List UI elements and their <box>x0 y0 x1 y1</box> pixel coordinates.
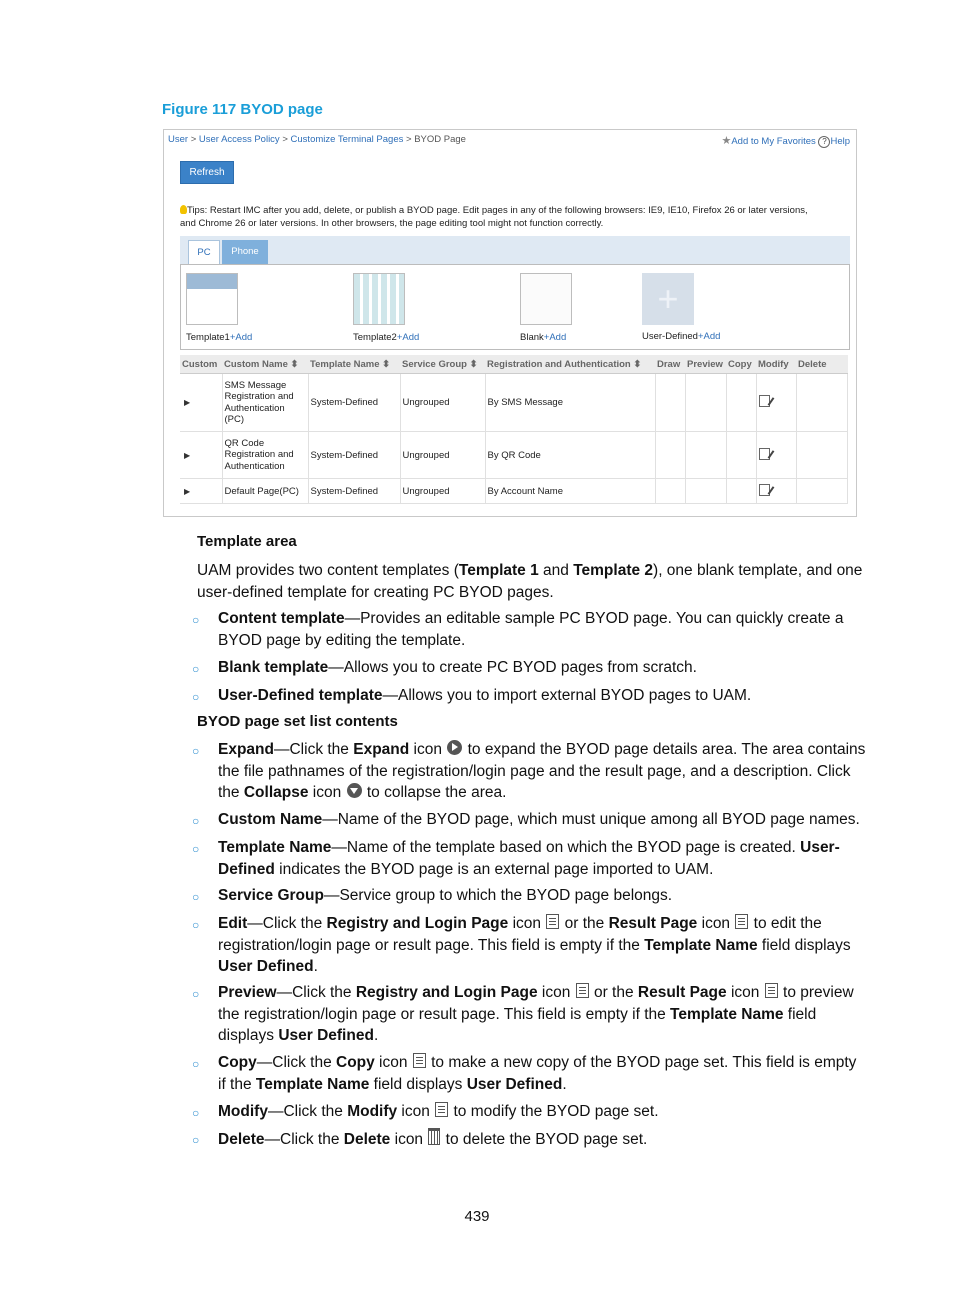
expand-icon[interactable]: ▶ <box>184 486 191 496</box>
blank-template-label <box>520 332 566 343</box>
row-preview <box>685 432 726 479</box>
bullet-icon: ○ <box>192 1133 200 1147</box>
table-row <box>180 374 848 432</box>
trash-icon <box>428 1128 440 1145</box>
row-draw <box>655 374 685 432</box>
list-item: Template Name—Name of the template based on which the BYOD page is created. User-Defined indicates the BYOD page is an external page imported to UAM. <box>218 839 840 878</box>
modify-icon[interactable] <box>759 484 770 496</box>
tip-message: Tips: Restart IMC after you add, delete, or publish a BYOD page. Edit pages in any of the following browsers: IE9, IE10, Firefox 26 or later versions, and Chrome 26 or later versions. In other browsers, the page editing tool might not function correctly. <box>180 205 808 229</box>
bold-term: Modify <box>347 1103 398 1120</box>
list-item: Content template—Provides an editable sample PC BYOD page. You can quickly create a BYOD page by editing the template. <box>218 610 844 649</box>
row-delete <box>796 479 848 504</box>
list-contents-heading: BYOD page set list contents <box>197 713 398 730</box>
device-tab-bar <box>180 236 850 264</box>
bold-term: Registry and Login Page <box>326 915 509 932</box>
row-template-name: System-Defined <box>308 374 400 432</box>
bullet-icon: ○ <box>192 890 200 904</box>
list-item: Expand—Click the Expand icon to expand the BYOD page details area. The area contains the file pathnames of the registration/login page and the result page, and a description. Click the Collapse icon to collapse the area. <box>218 741 866 801</box>
bold-term: Copy <box>336 1054 375 1071</box>
bold-term: Template 1 <box>458 562 539 579</box>
breadcrumb <box>168 134 466 145</box>
help-icon: ? <box>818 136 830 148</box>
bold-term: Template Name <box>670 1005 784 1023</box>
refresh-button[interactable]: Refresh <box>180 161 234 184</box>
list-item: Modify—Click the Modify icon to modify the BYOD page set. <box>218 1103 659 1120</box>
template2-label <box>353 332 419 343</box>
star-icon: ★ <box>721 135 732 147</box>
row-custom-name: Default Page(PC) <box>222 479 308 504</box>
user-defined-add-link[interactable]: +Add <box>697 331 721 342</box>
col-delete: Delete <box>796 355 848 374</box>
template2-add-link[interactable]: +Add <box>396 332 420 343</box>
list-item: Delete—Click the Delete icon to delete the BYOD page set. <box>218 1128 868 1151</box>
template2-thumbnail[interactable] <box>353 273 405 325</box>
bullet-icon: ○ <box>192 1106 200 1120</box>
template-name: Template1 <box>186 332 230 343</box>
row-auth: By Account Name <box>485 479 655 504</box>
bold-term: User-Defined template <box>218 687 383 704</box>
add-to-favorites-link[interactable]: Add to My Favorites <box>731 136 816 147</box>
row-service-group: Ungrouped <box>400 479 485 504</box>
page-icon <box>735 914 748 929</box>
template-name: User-Defined <box>642 331 698 342</box>
col-custom-name[interactable]: Custom Name ⬍ <box>222 355 308 374</box>
list-item: Custom Name—Name of the BYOD page, which must unique among all BYOD page names. <box>218 811 860 828</box>
tab-pc[interactable]: PC <box>188 240 220 265</box>
template-area-intro: UAM provides two content templates (Template 1 and Template 2), one blank template, and one user-defined template for creating PC BYOD pages. <box>197 562 863 601</box>
bold-term: User Defined <box>466 1075 563 1093</box>
favorites-help-bar <box>721 134 850 148</box>
col-modify: Modify <box>756 355 796 374</box>
page-icon <box>576 983 589 998</box>
row-draw <box>655 479 685 504</box>
page-icon <box>413 1053 426 1068</box>
list-item: Copy—Click the Copy icon to make a new copy of the BYOD page set. This field is empty if the Template Name field displays User Defined. <box>218 1054 857 1093</box>
bullet-icon: ○ <box>192 690 200 704</box>
bullet-icon: ○ <box>192 613 200 627</box>
col-copy: Copy <box>726 355 756 374</box>
bold-term: User Defined <box>218 958 314 975</box>
bold-term: User-Defined <box>218 839 840 878</box>
row-service-group: Ungrouped <box>400 374 485 432</box>
template1-thumbnail[interactable] <box>186 273 238 325</box>
bullet-icon: ○ <box>192 662 200 676</box>
bold-term: Template 2 <box>573 562 654 579</box>
bullet-icon: ○ <box>192 814 200 828</box>
expand-icon <box>447 740 462 755</box>
bold-term: Collapse <box>243 784 309 801</box>
byod-page-table <box>180 355 848 504</box>
table-row <box>180 479 848 504</box>
modify-icon[interactable] <box>759 448 770 460</box>
col-draw: Draw <box>655 355 685 374</box>
row-auth: By SMS Message <box>485 374 655 432</box>
bold-term: Custom Name <box>218 811 323 828</box>
list-item: Edit—Click the Registry and Login Page icon or the Result Page icon to edit the registration/login page or result page. This field is empty if the Template Name field displays User Defined. <box>218 915 851 975</box>
help-link[interactable]: Help <box>830 136 850 147</box>
row-preview <box>685 479 726 504</box>
row-custom-name: QR Code Registration and Authentication <box>222 432 308 479</box>
bold-term: User Defined <box>278 1027 374 1044</box>
page-number: 439 <box>464 1208 490 1225</box>
row-service-group: Ungrouped <box>400 432 485 479</box>
col-custom: Custom <box>180 355 222 374</box>
bold-term: Modify <box>218 1103 268 1120</box>
blank-template-thumbnail[interactable] <box>520 273 572 325</box>
row-template-name: System-Defined <box>308 432 400 479</box>
bold-term: Result Page <box>608 915 698 932</box>
byod-page-screenshot <box>163 129 857 517</box>
figure-title: Figure 117 BYOD page <box>162 101 323 118</box>
page-icon <box>546 914 559 929</box>
col-registration-authentication[interactable]: Registration and Authentication ⬍ <box>485 355 655 374</box>
bold-term: Content template <box>218 610 345 627</box>
row-delete <box>796 374 848 432</box>
bold-term: Result Page <box>637 984 727 1001</box>
col-preview: Preview <box>685 355 726 374</box>
list-item: Preview—Click the Registry and Login Page icon or the Result Page icon to preview the registration/login page or result page. This field is empty if the Template Name field displays User Defined. <box>218 984 854 1044</box>
bold-term: Template Name <box>255 1075 370 1093</box>
bold-term: Service Group <box>218 887 324 904</box>
row-custom-name: SMS Message Registration and Authentication (PC) <box>222 374 308 432</box>
breadcrumb-customize-terminal-pages[interactable]: Customize Terminal Pages <box>290 134 404 145</box>
bold-term: Blank template <box>218 659 329 676</box>
row-draw <box>655 432 685 479</box>
bullet-icon: ○ <box>192 842 200 856</box>
modify-icon[interactable] <box>759 395 770 407</box>
bold-term: Delete <box>218 1131 265 1148</box>
breadcrumb-separator: > <box>406 134 412 145</box>
bullet-icon: ○ <box>192 987 200 1001</box>
bold-term: Copy <box>218 1054 257 1071</box>
row-template-name: System-Defined <box>308 479 400 504</box>
breadcrumb-separator: > <box>190 134 197 145</box>
breadcrumb-separator: > <box>282 134 288 145</box>
template1-add-link[interactable]: +Add <box>229 332 253 343</box>
collapse-icon <box>347 783 362 798</box>
template1-label <box>186 332 252 343</box>
table-row <box>180 432 848 479</box>
breadcrumb-user-access-policy[interactable]: User Access Policy <box>198 134 280 145</box>
col-template-name[interactable]: Template Name ⬍ <box>308 355 400 374</box>
page-icon <box>765 983 778 998</box>
bold-term: Expand <box>353 741 410 758</box>
col-service-group[interactable]: Service Group ⬍ <box>400 355 485 374</box>
bold-term: Registry and Login Page <box>355 984 538 1001</box>
lightbulb-icon <box>180 205 187 214</box>
tip-text <box>180 204 810 230</box>
list-item: Blank template—Allows you to create PC BYOD pages from scratch. <box>218 659 697 676</box>
blank-add-link[interactable]: +Add <box>543 332 567 343</box>
tab-phone[interactable]: Phone <box>222 240 268 264</box>
bold-term: Delete <box>343 1131 391 1148</box>
user-defined-template-thumbnail[interactable] <box>642 273 694 325</box>
expand-icon[interactable]: ▶ <box>184 450 191 460</box>
table-header-row <box>180 355 848 374</box>
template-name: Template2 <box>353 332 397 343</box>
list-item: User-Defined template—Allows you to import external BYOD pages to UAM. <box>218 687 752 704</box>
bold-term: Expand <box>218 741 274 758</box>
bold-term: Preview <box>218 984 277 1001</box>
page-icon <box>435 1102 448 1117</box>
list-item: Service Group—Service group to which the BYOD page belongs. <box>218 887 673 904</box>
bold-term: Template Name <box>218 839 332 856</box>
bullet-icon: ○ <box>192 1057 200 1071</box>
row-copy <box>726 432 756 479</box>
row-delete <box>796 432 848 479</box>
bold-term: Edit <box>218 915 248 932</box>
bold-term: Template Name <box>644 936 758 954</box>
bullet-icon: ○ <box>192 918 200 932</box>
row-preview <box>685 374 726 432</box>
breadcrumb-user[interactable]: User <box>168 134 189 145</box>
row-copy <box>726 479 756 504</box>
bullet-icon: ○ <box>192 744 200 758</box>
row-copy <box>726 374 756 432</box>
template-name: Blank <box>520 332 544 343</box>
row-auth: By QR Code <box>485 432 655 479</box>
template-area <box>180 264 850 350</box>
template-area-heading: Template area <box>197 533 297 550</box>
user-defined-template-label <box>642 331 720 342</box>
expand-icon[interactable]: ▶ <box>184 398 191 407</box>
breadcrumb-current: BYOD Page <box>414 134 466 145</box>
